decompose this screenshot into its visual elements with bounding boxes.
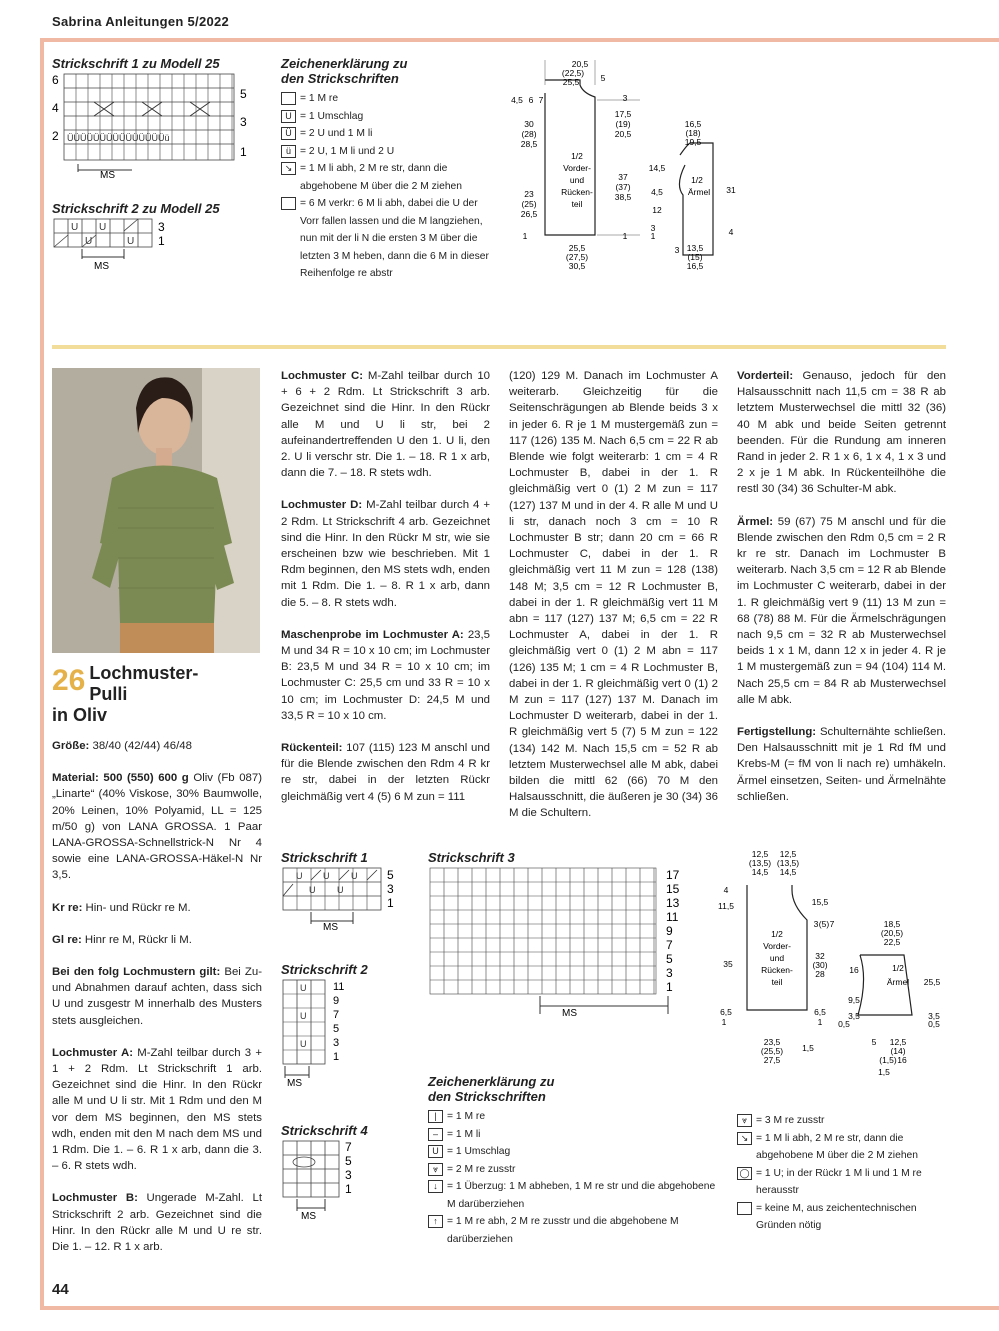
legend-symbol-icon: – (428, 1128, 443, 1141)
legend-symbol-icon: Ü (281, 127, 296, 140)
paragraph-text: Oliv (Fb 087) „Linarte“ (40% Viskose, 30% Baumwolle, 20% Leinen, 10% Polyamid, LL = 125 m/50 g) von LANA GROSSA. 1 Paar LANA-GROSSA-Schnellstrick-N Nr 4 sowie eine LANA-GROSSA-Häkel-N Nr 3,5. (52, 772, 263, 882)
text-column-1 (52, 738, 262, 1271)
s4-row-label: 3 (345, 1168, 352, 1182)
legend-item (737, 1130, 947, 1165)
schematic2-sleeve-label: 12,5 (889, 1037, 907, 1047)
paragraph-heading: Größe: (52, 740, 90, 752)
paragraph-heading: Lochmuster C: (281, 370, 364, 382)
paragraph-heading: Material: 500 (550) 600 g (52, 772, 189, 785)
schematic-label: 26,5 (520, 209, 538, 219)
schematic2-sleeve-label: 3,5 (928, 1011, 940, 1021)
schematic-label: 17,5 (614, 109, 632, 119)
schematic2-sleeve-label: 16 (897, 1055, 907, 1065)
schematic-label: und (569, 175, 585, 185)
s3-row-label: 17 (666, 868, 680, 882)
paragraph (52, 1190, 262, 1255)
legend-item (281, 108, 496, 126)
schematic2-label: 3 (813, 919, 819, 929)
paragraph (52, 738, 262, 754)
text-column-3 (509, 368, 718, 838)
chart2-row-1: 1 (158, 234, 165, 248)
s2-title: Strickschrift 2 (281, 962, 368, 977)
schematic-label: 38,5 (614, 192, 632, 202)
paragraph-heading: Ärmel: (737, 515, 774, 528)
schematic-label: 23 (524, 189, 534, 199)
schematic2-sleeve-label: 0,5 (928, 1019, 940, 1029)
schematic2-label: (30) (812, 960, 828, 970)
schematic-label: 7 (538, 95, 544, 105)
legend-text: = keine M, aus zeichentechnischen Gründen nötig (756, 1202, 917, 1231)
schematic2-label: 28 (815, 969, 825, 979)
legend-symbol-icon: ü (281, 145, 296, 158)
schematic2-label: 12,5 (751, 849, 769, 859)
legend-symbol-icon: ⩔ (737, 1114, 752, 1127)
schematic-sleeve-label: 4 (728, 227, 734, 237)
paragraph-text: M-Zahl teilbar durch 4 + 2 Rdm. Lt Strickschrift 4 arb. Gezeichnet sind die Hinr. In den Rückr M str, wie sie erscheinen bzw wie beschrieben. Mit 1 Rdm beginnen, den MS stets wdh, enden mit 1 Rdm. Die 1. – 8. R 1 x arb, dann die 5. – 8. R stets wdh. (281, 499, 490, 609)
legend2-title: Zeichenerklärung zu (428, 1074, 555, 1089)
paragraph (52, 964, 262, 1029)
s1-row-1: 1 (387, 896, 394, 910)
s2-row-label: 3 (333, 1037, 340, 1049)
schematic-label: 30,5 (568, 261, 586, 271)
magazine-header: Sabrina Anleitungen 5/2022 (52, 14, 230, 29)
text-column-2 (281, 368, 490, 821)
legend-symbol-icon: ↓ (428, 1180, 443, 1193)
legend-text: = 1 Überzug: 1 M abheben, 1 M re str und die abgehobene M darüberziehen (447, 1181, 716, 1210)
schematic-body-top (505, 55, 765, 280)
model-title-line2: in Oliv (52, 705, 108, 725)
schematic-body-bottom (712, 845, 952, 1080)
schematic2-sleeve-label: 1/2 (892, 963, 904, 973)
svg-text:ÜÜÜÜÜÜÜÜÜÜÜÜÜÜÜü: ÜÜÜÜÜÜÜÜÜÜÜÜÜÜÜü (67, 133, 170, 143)
svg-text:U: U (351, 871, 358, 881)
s4-ms: MS (301, 1211, 316, 1221)
legend-item (428, 1108, 718, 1126)
paragraph-text: M-Zahl teilbar durch 10 + 6 + 2 Rdm. Lt Strickschrift 3 arb. Gezeichnet sind die Hinr. In den Rückr alle M und U li str, bei 2 aufeinandertreffenden U den 1. U li, den 2. U li verschr str. Die 1. – 18. R 1 x arb, dann die 7. – 18. R stets wdh. (281, 370, 490, 480)
schematic2-label: (25,5) (760, 1046, 784, 1056)
schematic-sleeve-label: 4,5 (651, 187, 663, 197)
paragraph-heading: Lochmuster D: (281, 499, 363, 512)
schematic2-sleeve-label: (20,5) (880, 928, 904, 938)
svg-text:U: U (300, 983, 307, 993)
legend-item (737, 1112, 947, 1130)
legend-symbol-icon: ↑ (428, 1215, 443, 1228)
paragraph-heading: Bei den folg Lochmustern gilt: (52, 966, 221, 979)
paragraph (52, 1045, 262, 1175)
legend-symbol-icon (737, 1202, 752, 1215)
legend-symbol-icon: ↘ (737, 1132, 752, 1145)
svg-text:U: U (127, 236, 135, 247)
paragraph-heading: Lochmuster A: (52, 1046, 133, 1059)
strickschrift-2 (281, 978, 361, 1090)
schematic2-label: 7 (829, 919, 835, 929)
schematic2-label: Rücken- (761, 965, 793, 975)
schematic2-label: 15,5 (811, 897, 829, 907)
paragraph (281, 740, 490, 805)
s1-ms: MS (323, 922, 338, 933)
paragraph-text: 59 (67) 75 M anschl und für die Blende zwischen den Rdm 0,5 cm = 2 R kr re str. Danach im Lochmuster B weiterarb. Nach 3,5 cm = 12 R ab Blende im Lochmuster C weiterarb, dabei in der 1. R gleichmäßig vert 9 (11) 13 M zun = 68 (78) 88 M. Für die Ärmelschrägungen nach 9,5 cm = 32 R ab Musterwechsel beids 1 x 1 M, dann 12 x in jeder 4. R je 1 M mustergemäß zun = 94 (104) 114 M. Nach 25,5 cm = 84 R ab Musterwechsel alle M abk. (737, 515, 946, 706)
chart2-row-3: 3 (158, 220, 165, 234)
schematic-sleeve-label: 1 (650, 231, 656, 241)
legend-text: = 1 U; in der Rückr 1 M li und 1 M re herausstr (756, 1167, 922, 1196)
svg-text:U: U (300, 1039, 307, 1049)
strickschrift-4 (281, 1139, 371, 1221)
schematic-label: 3 (622, 93, 628, 103)
schematic-sleeve-label: 3 (674, 245, 680, 255)
model-title-line1: Lochmuster-Pulli (89, 663, 199, 704)
schematic-label: 28,5 (520, 139, 538, 149)
paragraph-heading: Lochmuster B: (52, 1192, 138, 1205)
s2-row-label: 11 (333, 981, 345, 993)
legend-title: Zeichenerklärung zu (281, 56, 408, 71)
chart1-row-2: 2 (52, 129, 59, 143)
schematic-label: 4,5 (511, 95, 523, 105)
legend-item (281, 125, 496, 143)
page-number: 44 (52, 1281, 69, 1298)
schematic2-sleeve-label: 16 (849, 965, 859, 975)
schematic2-sleeve-label: 5 (871, 1037, 877, 1047)
legend-symbol-icon (281, 92, 296, 105)
legend-text: = 1 M li abh, 2 M re str, dann die abgehobene M über die 2 M ziehen (300, 163, 463, 192)
legend-symbol-icon: ◯ (737, 1167, 752, 1180)
schematic2-label: 23,5 (763, 1037, 781, 1047)
schematic-label: 6 (528, 95, 534, 105)
schematic-label: (25) (521, 199, 537, 209)
schematic2-label: 1 (721, 1017, 727, 1027)
section-divider (52, 345, 946, 349)
s3-row-label: 7 (666, 938, 673, 952)
legend-text: = 1 M li abh, 2 M re str, dann die abgehobene M über die 2 M ziehen (756, 1132, 919, 1161)
s4-title: Strickschrift 4 (281, 1123, 368, 1138)
svg-text:U: U (337, 885, 344, 895)
schematic2-sleeve-label: Ärmel (886, 977, 910, 987)
schematic2-sleeve-label: 1,5 (878, 1067, 890, 1077)
schematic-label: 30 (524, 119, 534, 129)
legend-symbol-icon: U (428, 1145, 443, 1158)
schematic2-label: teil (771, 977, 783, 987)
schematic2-label: 6,5 (720, 1007, 732, 1017)
s3-row-label: 9 (666, 924, 673, 938)
schematic-label: 1 (622, 231, 628, 241)
chart2-model25 (52, 217, 182, 273)
s4-row-label: 5 (345, 1154, 352, 1168)
paragraph (52, 770, 262, 883)
paragraph (737, 724, 946, 805)
svg-text:U: U (323, 871, 330, 881)
paragraph (737, 368, 946, 498)
schematic-label: 25,5 (562, 77, 580, 87)
chart1-model25 (52, 72, 262, 182)
chart2-ms: MS (94, 261, 109, 272)
paragraph (281, 627, 490, 724)
s3-ms: MS (562, 1008, 577, 1019)
legend-top (281, 56, 496, 283)
paragraph-text: 107 (115) 123 M anschl und für die Blende zwischen den Rdm 4 R kr re str, dabei in der letzten Rückr gleichmäßig vert 4 (5) 6 M zun = 111 (281, 742, 490, 803)
s1-title: Strickschrift 1 (281, 850, 368, 865)
schematic2-sleeve-label: 0,5 (838, 1019, 850, 1029)
schematic2-label: (13,5) (748, 858, 772, 868)
paragraph-text: Bei Zu- und Abnahmen darauf achten, dass sich U und zusgestr M innerhalb des Musters stets ausgleichen. (52, 966, 262, 1027)
s2-ms: MS (287, 1078, 302, 1089)
schematic2-label: 27,5 (763, 1055, 781, 1065)
schematic2-label: (5) (818, 919, 830, 929)
schematic2-sleeve-label: 25,5 (923, 977, 941, 987)
paragraph (737, 514, 946, 708)
schematic2-label: 4 (723, 885, 729, 895)
legend-text: = 1 M re abh, 2 M re zusstr und die abgehobene M darüberziehen (447, 1216, 679, 1245)
schematic-label: teil (571, 199, 583, 209)
schematic-sleeve-label: (18) (685, 128, 701, 138)
legend-text: = 2 M re zusstr (447, 1163, 516, 1175)
model-illustration (52, 368, 260, 653)
chart1-row-1: 1 (240, 145, 247, 159)
schematic2-sleeve-label: (14) (890, 1046, 906, 1056)
schematic2-sleeve-label: 22,5 (883, 937, 901, 947)
schematic-label: (19) (615, 119, 631, 129)
schematic2-label: 1 (817, 1017, 823, 1027)
s1-row-5: 5 (387, 868, 394, 882)
schematic-sleeve-label: 12 (652, 205, 662, 215)
legend-text: = 1 M re (300, 93, 339, 104)
schematic-sleeve-label: 3 (650, 223, 656, 233)
model-title (52, 663, 199, 726)
paragraph-heading: Maschenprobe im Lochmuster A: (281, 628, 464, 641)
schematic-sleeve-label: 16,5 (684, 119, 702, 129)
legend-text: = 1 M re (447, 1111, 486, 1122)
paragraph-text: 38/40 (42/44) 46/48 (89, 740, 192, 752)
chart1-title: Strickschrift 1 zu Modell 25 (52, 56, 220, 71)
legend-item (737, 1200, 947, 1235)
paragraph (52, 900, 262, 916)
schematic-label: 25,5 (568, 243, 586, 253)
schematic-label: (28) (521, 129, 537, 139)
s2-row-label: 5 (333, 1023, 340, 1035)
schematic2-label: 14,5 (779, 867, 797, 877)
page-frame-left (40, 38, 44, 1310)
s3-row-label: 5 (666, 952, 673, 966)
legend-text: = 1 M li (447, 1128, 481, 1140)
legend2-title-2: den Strickschriften (428, 1089, 546, 1104)
schematic-label: Rücken- (561, 187, 593, 197)
schematic2-label: Vorder- (763, 941, 791, 951)
s4-row-label: 7 (345, 1140, 352, 1154)
schematic-sleeve-label: 13,5 (686, 243, 704, 253)
model-number: 26 (52, 664, 86, 697)
legend-text: = 2 U, 1 M li und 2 U (300, 145, 395, 157)
s2-row-label: 9 (333, 995, 340, 1007)
paragraph-text: 23,5 M und 34 R = 10 x 10 cm; im Lochmuster B: 23,5 M und 34 R = 10 x 10 cm; im Lochmuster C: 25,5 cm und 33 R = 10 x 10 cm; im Lochmuster D: 24,5 M und 33,5 R = 10 x 10 cm. (281, 628, 490, 722)
legend-item (281, 160, 496, 195)
schematic2-sleeve-label: (1,5) (879, 1055, 897, 1065)
legend-text: = 1 Umschlag (300, 110, 364, 122)
s3-row-label: 3 (666, 966, 673, 980)
schematic-label: 20,5 (571, 59, 589, 69)
schematic-sleeve-label: 19,5 (684, 137, 702, 147)
paragraph-heading: Kr re: (52, 901, 83, 914)
legend-symbol-icon (281, 197, 296, 210)
schematic-sleeve-label: Ärmel (687, 187, 711, 197)
s4-row-label: 1 (345, 1182, 352, 1196)
legend-title-2: den Strickschriften (281, 71, 399, 86)
legend-item (281, 195, 496, 283)
chart1-row-5: 5 (240, 87, 247, 101)
s2-row-label: 7 (333, 1009, 340, 1021)
legend-text: = 2 U und 1 M li (300, 128, 373, 139)
schematic2-label: und (769, 953, 785, 963)
paragraph-text: Ungerade M-Zahl. Lt Strickschrift 2 arb. Gezeichnet sind die Hinr. In den Rückr alle M und U re str. Die 1. – 12. R 1 x arb. (52, 1192, 262, 1254)
paragraph-text: Hin- und Rückr re M. (82, 901, 191, 914)
paragraph-text: M-Zahl teilbar durch 3 + 1 + 2 Rdm. Lt Strickschrift 1 arb. Gezeichnet sind die Hinr. In den Rückr alle M und U li str. Mit 1 Rdm und den M vor dem MS beginnen, den MS stets wdh, enden mit den M nach dem MS und 1 Rdm. Die 1. – 6. R 1 x arb, dann die 3. – 6. R stets wdh. (52, 1046, 262, 1173)
s3-title: Strickschrift 3 (428, 850, 515, 865)
legend-bottom-right (737, 1112, 947, 1235)
paragraph (281, 497, 490, 610)
paragraph (281, 368, 490, 481)
svg-text:U: U (296, 871, 303, 881)
legend-item (428, 1126, 718, 1144)
schematic-label: (37) (615, 182, 631, 192)
legend-item (281, 90, 496, 108)
paragraph-heading: Fertigstellung: (737, 726, 817, 739)
paragraph-heading: Vorderteil: (737, 370, 794, 382)
chart1-row-4: 4 (52, 101, 59, 115)
svg-text:U: U (71, 222, 79, 233)
schematic2-sleeve-label: 18,5 (883, 919, 901, 929)
svg-text:U: U (99, 222, 107, 233)
legend-symbol-icon: ↘ (281, 162, 296, 175)
schematic-sleeve-label: 14,5 (648, 163, 666, 173)
chart1-row-3: 3 (240, 115, 247, 129)
s3-row-label: 1 (666, 980, 673, 994)
schematic-sleeve-label: 16,5 (686, 261, 704, 271)
svg-text:U: U (309, 885, 316, 895)
schematic2-sleeve-label: 9,5 (848, 995, 860, 1005)
paragraph (509, 368, 718, 822)
paragraph-text: Genauso, jedoch für den Halsausschnitt nach 11,5 cm = 38 R ab letztem Musterwechsel die mittl 32 (36) 40 M abk und beide Seiten getrennt beenden. Für die Rundung am inneren Rand in jeder 2. R 1 x 6, 1 x 4, 1 x 3 und 2 x je 1 M abk. In Rückenteilhöhe die restl 30 (34) 36 Schulter-M abk. (737, 370, 946, 496)
schematic-sleeve-label: 1/2 (691, 175, 703, 185)
schematic2-label: 6,5 (814, 1007, 826, 1017)
s1-row-3: 3 (387, 882, 394, 896)
schematic2-label: 14,5 (751, 867, 769, 877)
legend-symbol-icon: ⩔ (428, 1163, 443, 1176)
schematic-label: 5 (600, 73, 606, 83)
schematic-label: 1 (522, 231, 528, 241)
schematic-label: 1/2 (571, 151, 583, 161)
paragraph-text: (120) 129 M. Danach im Lochmuster A weiterarb. Gleichzeitig für die Seitenschrägungen ab Blende beids 3 x in jeder 6. R je 1 M mustergemäß zun = 117 (126) 135 M. Nach 6,5 cm = 22 R ab Blende wie folgt weiterarb: 1 cm = 4 R Lochmuster B, dabei in der 1. R gleichmäßig vert 0 (1) 2 M zun = 117 (127) 137 M und in der 4. R alle M und U li str, danach noch 3 cm = 10 R Lochmuster B str; dann 20 cm = 66 R Lochmuster C, dabei in der 1. R gleichmäßig vert 11 M zun = 128 (138) 148 M; 3,5 cm = 12 R Lochmuster B, dabei in der 1. R gleichmäßig vert 11 M abn = 117 (127) 137 M; 6,5 cm = 22 R Lochmuster A, dabei in der 1. R gleichmäßig vert 0 (1) 2 M abn = 117 (126) 135 M; 1 cm = 4 R Lochmuster B, dabei in der 1. R gleichmäßig vert 0 (1) 2 M zun = 117 (127) 137 M. Danach im Lochmuster D weiterarb, dabei in der 1. R gleichmäßig vert 5 (7) 5 M zun = 122 (134) 142 M. Nach 15,5 cm = 52 R ab letztem Musterwechsel alle M abk, dabei bilden die mittl 62 (66) 70 M den Halsausschnitt, die äußeren je 30 (34) 36 M die Schultern. (509, 370, 718, 820)
paragraph-heading: Gl re: (52, 933, 82, 946)
legend-item (428, 1143, 718, 1161)
chart1-row-6: 6 (52, 73, 59, 87)
schematic-label: 20,5 (614, 129, 632, 139)
schematic-sleeve-label: (15) (687, 252, 703, 262)
schematic-label: Vorder- (563, 163, 591, 173)
legend-symbol-icon: | (428, 1110, 443, 1123)
page-frame-top (40, 38, 999, 42)
legend-symbol-icon: U (281, 110, 296, 123)
strickschrift-3 (428, 866, 698, 1021)
legend-text: = 6 M verkr: 6 M li abh, dabei die U der Vorr fallen lassen und die M langziehen, nun mit der li N die ersten 3 M über die letzten 3 M heben, dann die 6 M in dieser Reihenfolge re abstr (300, 198, 489, 279)
legend-item (281, 143, 496, 161)
chart2-title: Strickschrift 2 zu Modell 25 (52, 201, 220, 216)
schematic-label: (22,5) (561, 68, 585, 78)
paragraph-text: Hinr re M, Rückr li M. (81, 933, 192, 946)
paragraph (52, 932, 262, 948)
svg-text:U: U (300, 1011, 307, 1021)
schematic2-label: (13,5) (776, 858, 800, 868)
legend-bottom (428, 1074, 718, 1248)
schematic2-label: 1,5 (802, 1043, 814, 1053)
s3-row-label: 11 (666, 910, 679, 924)
schematic2-label: 12,5 (779, 849, 797, 859)
legend-item (428, 1213, 718, 1248)
schematic-label: (27,5) (565, 252, 589, 262)
schematic2-label: 11,5 (718, 901, 734, 911)
s2-row-label: 1 (333, 1051, 340, 1063)
legend-item (428, 1178, 718, 1213)
schematic-sleeve-label: 31 (726, 185, 736, 195)
text-column-4 (737, 368, 946, 821)
schematic-label: 37 (618, 172, 628, 182)
s3-row-label: 15 (666, 882, 680, 896)
legend-item (428, 1161, 718, 1179)
legend-item (737, 1165, 947, 1200)
chart1-ms: MS (100, 170, 115, 181)
schematic2-label: 32 (815, 951, 825, 961)
s3-row-label: 13 (666, 896, 680, 910)
paragraph-heading: Rückenteil: (281, 742, 343, 755)
strickschrift-1 (281, 866, 401, 934)
svg-text:U: U (85, 236, 93, 247)
model-photo (52, 368, 260, 653)
schematic2-label: 35 (723, 959, 733, 969)
page-frame-bottom (40, 1306, 999, 1310)
legend-text: = 3 M re zusstr (756, 1115, 825, 1126)
legend-text: = 1 Umschlag (447, 1146, 511, 1157)
schematic2-label: 1/2 (771, 929, 783, 939)
paragraph-text: Schulternähte schließen. Den Halsausschnitt mit je 1 Rd fM und Krebs-M (= fM von li nach re) umhäkeln. Ärmel einsetzen, Seiten- und Ärmelnähte schließen. (737, 726, 946, 803)
schematic2-sleeve-label: 3,5 (848, 1011, 860, 1021)
